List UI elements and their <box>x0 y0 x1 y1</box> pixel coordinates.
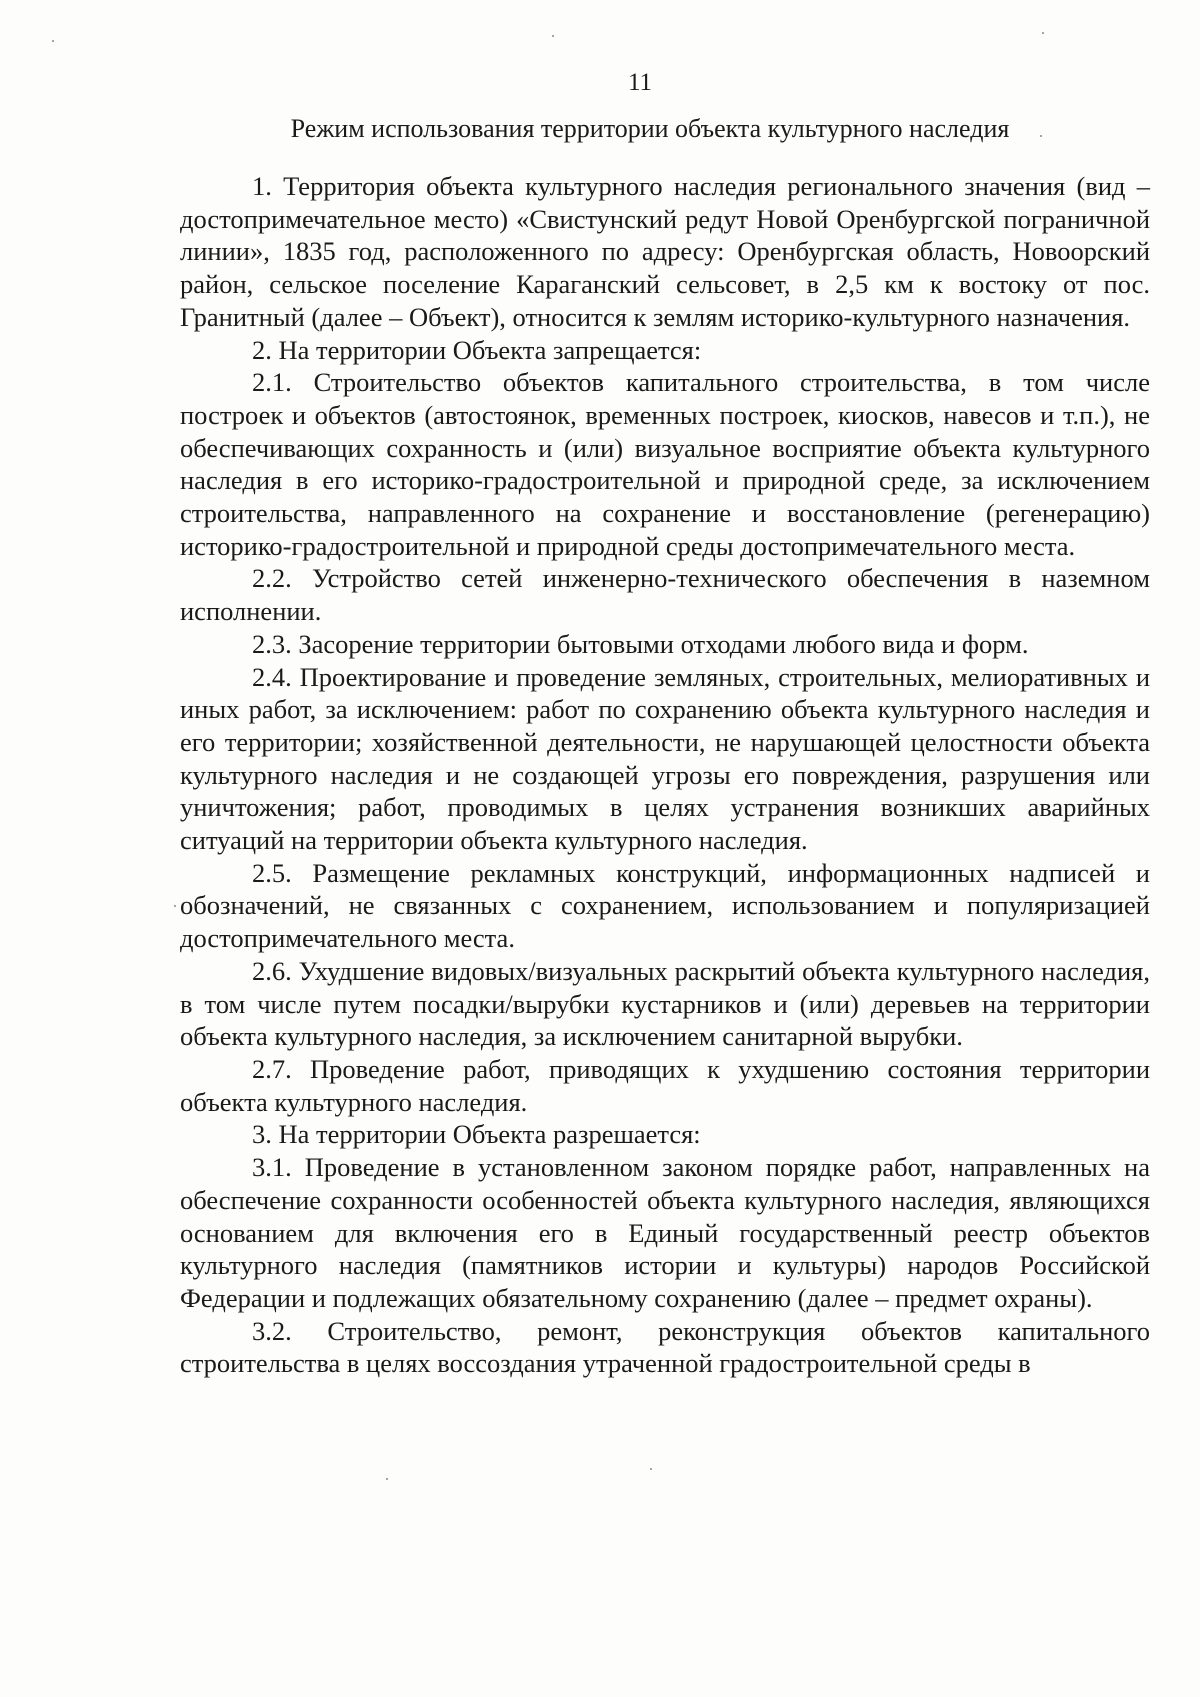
paragraph-2-1: 2.1. Строительство объектов капитального строительства, в том числе построек и объектов (автостоянок, временных построек, киосков, навесов и т.п.), не обеспечивающих сохранность и (или) визуальное восприятие объекта культурного наследия в его историко-градостроительной и природной среде, за исключением строительства, направленного на сохранение и восстановление (регенерацию) историко-градостроительной и природной среды достопримечательного места. <box>180 367 1150 561</box>
paragraph-2-2: 2.2. Устройство сетей инженерно-технического обеспечения в наземном исполнении. <box>180 563 1150 627</box>
paragraph-2-4: 2.4. Проектирование и проведение земляных, строительных, мелиоративных и иных работ, за исключением: работ по сохранению объекта культурного наследия и его территории; хозяйственной деятельности, не нарушающей целостности объекта культурного наследия и не создающей угрозы его повреждения, разрушения или уничтожения; работ, проводимых в целях устранения возникших аварийных ситуаций на территории объекта культурного наследия. <box>180 661 1150 856</box>
section-heading: Режим использования территории объекта культурного наследия <box>290 114 1010 143</box>
paragraph-3: 3. На территории Объекта разрешается: <box>252 1119 701 1150</box>
paragraph-3-2: 3.2. Строительство, ремонт, реконструкция объектов капитального строительства в целях воссоздания утраченной градостроительной среды в <box>180 1315 1150 1379</box>
paragraph-3-1: 3.1. Проведение в установленном законом порядке работ, направленных на обеспечение сохранности особенностей объекта культурного наследия, являющихся основанием для включения его в Единый государственный реестр объектов культурного наследия (памятников истории и культуры) народов Российской Федерации и подлежащих обязательному сохранению (далее – предмет охраны). <box>180 1152 1150 1313</box>
paragraph-2: 2. На территории Объекта запрещается: <box>252 334 702 365</box>
paragraph-2-7: 2.7. Проведение работ, приводящих к ухудшению состояния территории объекта культурного наследия. <box>180 1053 1150 1117</box>
paragraph-1: 1. Территория объекта культурного наследия регионального значения (вид – достопримечательное место) «Свистунский редут Новой Оренбургской пограничной линии», 1835 год, расположенного по адресу: Оренбургская область, Новоорский район, сельское поселение Караганский сельсовет, в 2,5 км к востоку от пос. Гранитный (далее – Объект), относится к землям историко-культурного назначения. <box>180 171 1150 332</box>
scan-speck <box>1042 32 1044 34</box>
paragraph-2-3: 2.3. Засорение территории бытовыми отходами любого вида и форм. <box>252 628 1029 659</box>
scan-speck <box>386 1478 388 1480</box>
scan-speck <box>174 905 176 907</box>
scan-speck <box>552 35 554 37</box>
paragraph-2-5: 2.5. Размещение рекламных конструкций, информационных надписей и обозначений, не связанных с сохранением, использованием и популяризацией достопримечательного места. <box>180 857 1150 954</box>
document-body <box>180 170 1150 1380</box>
scan-speck <box>650 1468 652 1470</box>
paragraph-2-6: 2.6. Ухудшение видовых/визуальных раскрытий объекта культурного наследия, в том числе путем посадки/вырубки кустарников и (или) деревьев на территории объекта культурного наследия, за исключением санитарной вырубки. <box>180 955 1150 1052</box>
page-number: 11 <box>627 69 653 96</box>
scan-speck <box>52 40 54 42</box>
